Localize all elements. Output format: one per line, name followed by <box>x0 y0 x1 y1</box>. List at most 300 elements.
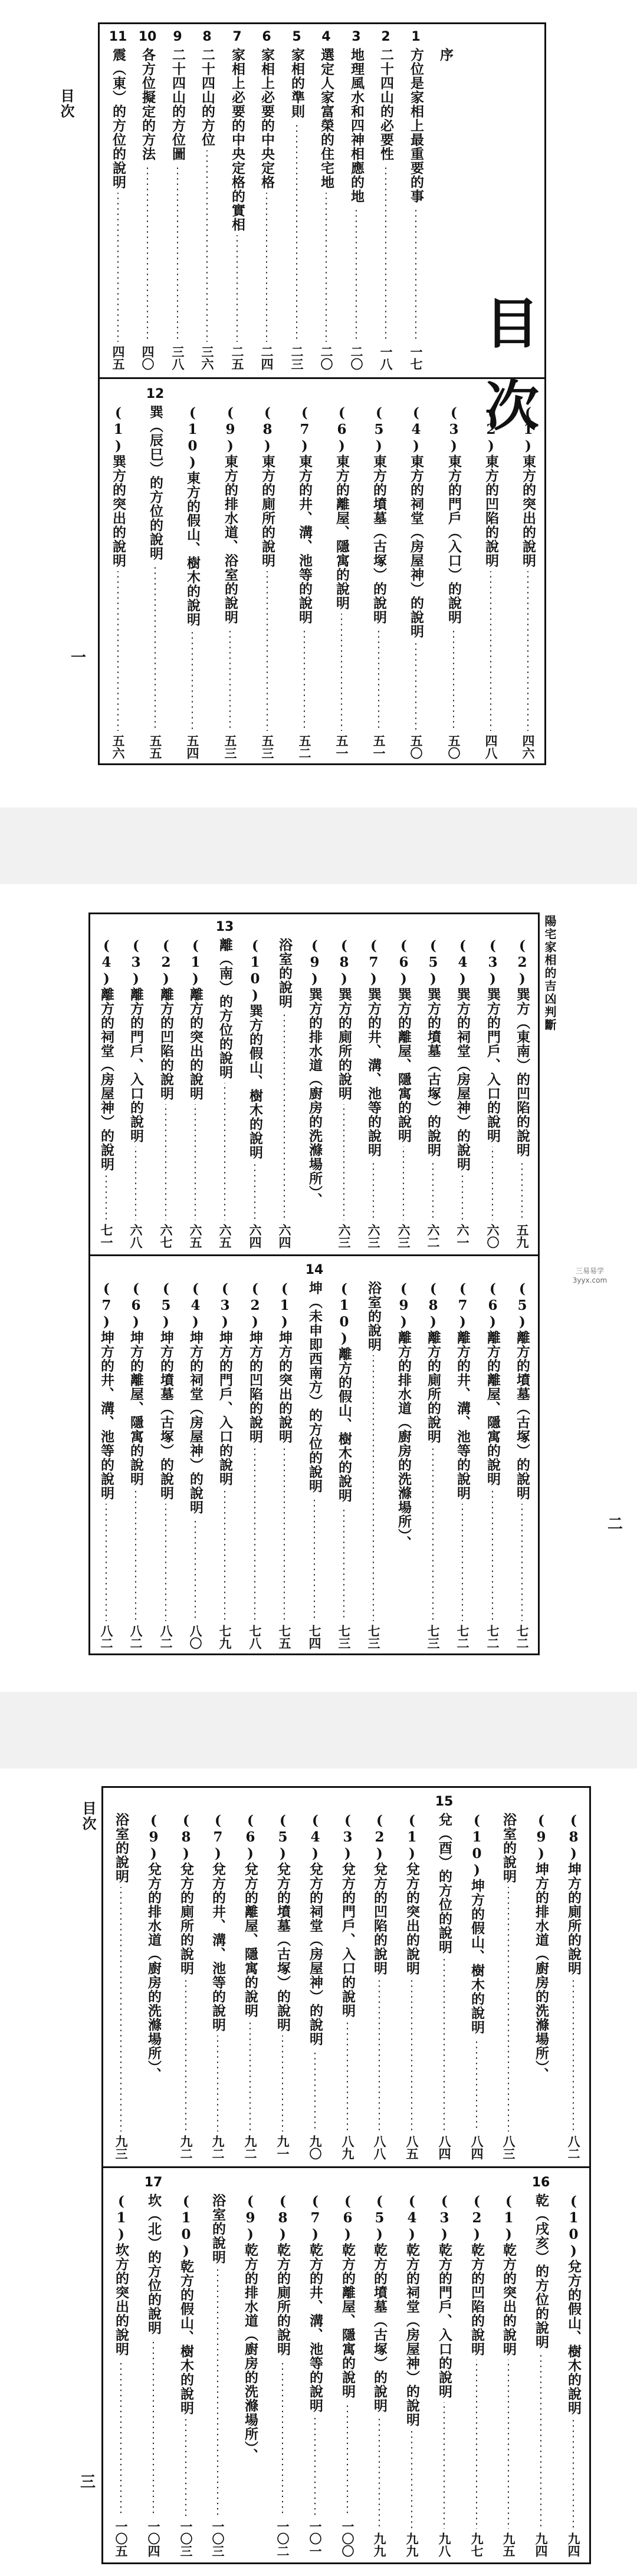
leader-dots <box>343 1104 344 1220</box>
entry-title: 浴室的說明 <box>113 1813 129 1883</box>
leader-dots <box>147 164 148 342</box>
entry-title: (6)兌方的離屋、隱寓的說明 <box>242 1813 258 2018</box>
entry-page: 九三 <box>114 2135 129 2160</box>
entry-title: 家相上必要的中央定格 <box>259 48 275 189</box>
entry-number: 5 <box>292 29 301 44</box>
entry-page: 九七 <box>469 2532 484 2557</box>
entry-page: 九五 <box>501 2532 516 2557</box>
toc-entry <box>467 1794 486 2160</box>
toc-entry <box>208 1794 227 2160</box>
entry-page: 九九 <box>372 2532 387 2557</box>
toc-entry <box>156 1263 175 1649</box>
entry-page: 九二 <box>211 2135 225 2160</box>
toc-entry <box>406 29 425 370</box>
entry-page: 一〇三 <box>179 2520 193 2557</box>
toc-entry <box>228 29 247 370</box>
leader-dots <box>379 2416 380 2529</box>
toc-entry <box>111 1794 130 2160</box>
leader-dots <box>462 1175 463 1220</box>
toc-entry <box>513 920 531 1249</box>
entry-title: (7)兌方的井、溝、池等的說明 <box>210 1813 226 2032</box>
entry-title: (2)巽方（東南）的凹陷的說明 <box>514 938 530 1157</box>
entry-title: 震（東）的方位的說明 <box>110 48 126 189</box>
toc-entry <box>138 29 157 370</box>
leader-dots <box>106 1175 107 1220</box>
entry-title: (2)東方的凹陷的說明 <box>483 405 499 568</box>
entry-page: 八九 <box>340 2135 355 2160</box>
entry-title: (8)乾方的廁所的說明 <box>275 2193 291 2356</box>
entry-title: (9)巽方的排水道（廚房的洗滌場所）、 <box>307 938 323 1207</box>
leader-dots <box>296 122 297 342</box>
entry-title: (3)乾方的門戶、入口的說明 <box>436 2193 452 2399</box>
entry-page: 五一 <box>372 734 386 759</box>
toc-entry <box>435 1794 454 2160</box>
entry-title: 選定人家富榮的住宅地 <box>318 48 334 189</box>
leader-dots <box>347 2402 348 2516</box>
entry-title: (3)兌方的門戶、入口的說明 <box>340 1813 356 2018</box>
toc-entry <box>111 2175 130 2557</box>
entry-title: 浴室的說明 <box>501 1813 517 1883</box>
entry-title: 巽（辰巳）的方位的說明 <box>147 405 163 561</box>
leader-dots <box>326 193 327 342</box>
entry-page: 五二 <box>297 734 312 759</box>
entry-page: 五三 <box>223 734 238 759</box>
toc-entry <box>402 2175 421 2557</box>
entry-title: 二十四山的方位圖 <box>170 48 186 161</box>
leader-dots <box>492 1490 493 1621</box>
leader-dots <box>185 1979 186 2132</box>
leader-dots <box>120 2360 122 2516</box>
entry-page: 五四 <box>185 734 200 759</box>
leader-dots <box>379 1979 380 2132</box>
entry-title: (6)東方的離屋、隱寓的說明 <box>334 405 350 610</box>
toc-entry <box>513 1263 531 1649</box>
toc-entry <box>305 1263 324 1649</box>
leader-dots <box>284 1447 285 1621</box>
toc-entry <box>275 1263 294 1649</box>
leader-dots <box>195 1104 196 1220</box>
leader-dots <box>266 193 267 342</box>
leader-dots <box>237 235 238 342</box>
entry-number: 4 <box>321 29 331 44</box>
leader-dots <box>224 1083 225 1220</box>
toc-entry <box>453 1263 472 1649</box>
entry-title: (1)東方的突出的說明 <box>520 405 536 568</box>
leader-dots <box>192 630 193 731</box>
leader-dots <box>373 1161 374 1220</box>
toc-entry <box>394 1263 413 1649</box>
toc-entry <box>241 2175 260 2557</box>
entry-title: (9)兌方的排水道（廚房的洗滌場所）、 <box>146 1813 162 2082</box>
toc-entry <box>338 2175 357 2557</box>
page-number: 三 <box>80 2473 96 2491</box>
entry-title: (4)兌方的祠堂（房屋神）的說明 <box>307 1813 323 2046</box>
entry-page: 九〇 <box>308 2135 323 2160</box>
leader-dots <box>254 1163 255 1220</box>
toc-entry <box>126 1263 145 1649</box>
toc-entry <box>241 1794 260 2160</box>
leader-dots <box>229 628 231 731</box>
leader-dots <box>217 2268 218 2516</box>
entry-title: (6)巽方的離屋、隱寓的說明 <box>396 938 412 1143</box>
entry-page: 六一 <box>455 1224 470 1249</box>
entry-title: (5)坤方的墳墓（古塚）的說明 <box>158 1281 174 1500</box>
toc-entry <box>483 920 502 1249</box>
entry-page: 一〇四 <box>146 2520 161 2557</box>
toc-entry <box>221 387 239 759</box>
leader-dots <box>177 164 178 342</box>
entry-number: 11 <box>109 29 127 44</box>
leader-dots <box>411 1979 412 2132</box>
entry-title: 序 <box>438 48 454 62</box>
entry-page: 四六 <box>521 734 536 759</box>
entry-title: (5)乾方的墳墓（古塚）的說明 <box>372 2193 388 2413</box>
toc-entry <box>183 387 202 759</box>
entry-page: 九二 <box>243 2135 258 2160</box>
toc-entry <box>97 920 116 1249</box>
entry-title: 浴室的說明 <box>277 938 293 1009</box>
entry-title: (8)東方的廁所的說明 <box>260 405 275 568</box>
toc-entry <box>198 29 216 370</box>
leader-dots <box>476 2038 477 2132</box>
leader-dots <box>195 1518 196 1621</box>
leader-dots <box>224 1490 225 1621</box>
leader-dots <box>444 1958 445 2132</box>
entry-title: (3)巽方的門戶、入口的說明 <box>485 938 501 1143</box>
entry-title: (1)坤方的突出的說明 <box>277 1281 293 1444</box>
leader-dots <box>573 2419 574 2529</box>
leader-dots <box>282 2035 283 2132</box>
entry-page: 七三 <box>366 1625 381 1649</box>
entry-number: 9 <box>173 29 182 44</box>
toc-entry <box>144 2175 163 2557</box>
entry-page: 八八 <box>372 2135 387 2160</box>
page-number: 一 <box>71 649 87 667</box>
watermark-line: 3yyx.com <box>572 1276 608 1284</box>
toc-entry <box>126 920 145 1249</box>
entry-page: 五九 <box>515 1224 530 1249</box>
entry-page: 一〇二 <box>275 2520 290 2557</box>
entry-page: 二五 <box>230 345 245 370</box>
toc-entry <box>186 920 205 1249</box>
toc-entry <box>287 29 306 370</box>
entry-number: 10 <box>138 29 157 44</box>
entry-title: (8)坤方的廁所的說明 <box>566 1813 582 1975</box>
entry-title: (10)東方的假山、樹木的說明 <box>185 405 201 627</box>
toc-entry <box>564 1794 583 2160</box>
entry-page: 一〇〇 <box>340 2520 355 2557</box>
entry-page: 五〇 <box>409 734 423 759</box>
toc-title-char: 目 <box>485 292 540 355</box>
toc-entry <box>376 29 395 370</box>
entry-page: 六四 <box>248 1224 262 1249</box>
entry-page: 一七 <box>409 345 423 370</box>
entry-number: 13 <box>215 920 234 934</box>
entry-page: 三六 <box>200 345 215 370</box>
leader-dots <box>117 571 119 731</box>
entry-title: (2)離方的凹陷的說明 <box>158 938 174 1101</box>
entry-title: 兌（酉）的方位的說明 <box>436 1813 452 1954</box>
entry-page: 九九 <box>405 2532 419 2557</box>
section-divider <box>88 1254 540 1256</box>
entry-page: 七九 <box>218 1625 232 1649</box>
leader-dots <box>314 2050 316 2132</box>
running-header: 陽宅家相的吉凶判斷 <box>543 915 557 1032</box>
entry-page: 二〇 <box>349 345 364 370</box>
leader-dots <box>117 193 119 342</box>
toc-entry <box>258 387 277 759</box>
entry-title: (10)乾方的假山、樹木的說明 <box>178 2193 194 2415</box>
toc-entry <box>423 920 442 1249</box>
leader-dots <box>155 564 156 731</box>
entry-page: 六二 <box>426 1224 441 1249</box>
toc-entry <box>338 1794 357 2160</box>
leader-dots <box>206 150 208 342</box>
toc-entry <box>394 920 413 1249</box>
entry-page: 七八 <box>248 1625 262 1649</box>
entry-title: 家相的準則 <box>289 48 305 118</box>
entry-title: (5)東方的墳墓（古塚）的說明 <box>371 405 387 624</box>
entry-page: 六八 <box>129 1224 143 1249</box>
toc-entry <box>109 29 127 370</box>
entry-number: 14 <box>305 1263 324 1277</box>
section-divider <box>98 377 546 379</box>
entry-page: 七二 <box>485 1625 500 1649</box>
entry-title: 浴室的說明 <box>366 1281 382 1352</box>
page-gap <box>0 808 637 884</box>
entry-title: 方位是家相上最重要的事 <box>408 48 424 203</box>
leader-dots <box>573 1979 574 2132</box>
toc-entry <box>245 1263 264 1649</box>
entry-title: (9)離方的排水道（廚房的洗滌場所）、 <box>396 1281 412 1550</box>
entry-title: 乾（戌亥）的方位的說明 <box>533 2193 549 2349</box>
entry-title: (4)東方的祠堂（房屋神）的說明 <box>408 405 424 638</box>
leader-dots <box>540 2353 541 2529</box>
entry-page: 四八 <box>484 734 498 759</box>
leader-dots <box>282 2360 283 2516</box>
entry-title: (2)乾方的凹陷的說明 <box>469 2193 485 2356</box>
toc-entry <box>481 387 500 759</box>
entry-page: 八五 <box>405 2135 419 2160</box>
toc-entry <box>257 29 276 370</box>
toc-entry <box>347 29 366 370</box>
leader-dots <box>453 628 454 731</box>
toc-entry <box>245 920 264 1249</box>
entry-page: 九四 <box>534 2532 549 2557</box>
page-number: 二 <box>608 1516 623 1533</box>
page-gap <box>0 1692 637 1768</box>
toc-entry <box>109 387 127 759</box>
toc-page-1 <box>0 0 637 808</box>
toc-entry <box>364 1263 383 1649</box>
toc-entry <box>467 2175 486 2557</box>
toc-entry <box>273 1794 292 2160</box>
entry-number: 15 <box>435 1794 454 1809</box>
entry-title: (1)兌方的突出的說明 <box>404 1813 420 1975</box>
toc-entry <box>273 2175 292 2557</box>
entry-page: 六三 <box>396 1224 411 1249</box>
entry-title: (5)離方的墳墓（古塚）的說明 <box>514 1281 530 1500</box>
entry-page: 一〇一 <box>308 2520 323 2557</box>
entry-title: (2)兌方的凹陷的說明 <box>372 1813 388 1975</box>
entry-title: (9)坤方的排水道（廚房的洗滌場所）、 <box>533 1813 549 2082</box>
toc-entry <box>186 1263 205 1649</box>
entry-title: (3)離方的門戶、入口的說明 <box>128 938 144 1143</box>
leader-dots <box>508 2360 509 2529</box>
toc-entry <box>499 2175 518 2557</box>
entry-page: 九八 <box>437 2532 452 2557</box>
entry-title: (1)乾方的突出的說明 <box>501 2193 517 2356</box>
entry-title: (5)巽方的墳墓（古塚）的說明 <box>425 938 441 1157</box>
leader-dots <box>304 628 305 731</box>
side-label: 目次 <box>58 88 75 119</box>
entry-number: 8 <box>202 29 212 44</box>
entry-page: 二四 <box>260 345 274 370</box>
toc-entry <box>144 1794 163 2160</box>
entry-number: 17 <box>144 2175 163 2190</box>
toc-entry <box>156 920 175 1249</box>
entry-title: (6)乾方的離屋、隱寓的說明 <box>340 2193 356 2399</box>
entry-page: 三八 <box>170 345 185 370</box>
entry-number: 7 <box>232 29 242 44</box>
entry-page: 六五 <box>188 1224 203 1249</box>
leader-dots <box>249 2021 251 2132</box>
toc-entry <box>435 2175 454 2557</box>
entry-page: 五五 <box>148 734 163 759</box>
leader-dots <box>403 1147 404 1220</box>
entry-title: (3)東方的門戶（入口）的說明 <box>446 405 462 624</box>
watermark-line: 三易易学 <box>575 1267 604 1275</box>
leader-dots <box>217 2035 218 2132</box>
entry-page: 八二 <box>566 2135 581 2160</box>
entry-page: 四〇 <box>140 345 155 370</box>
entry-page: 二〇 <box>319 345 334 370</box>
toc-entry <box>518 387 537 759</box>
leader-dots <box>153 2338 154 2516</box>
leader-dots <box>254 1447 255 1621</box>
entry-number: 1 <box>411 29 421 44</box>
entry-page: 八四 <box>469 2135 484 2160</box>
leader-dots <box>267 571 268 731</box>
entry-page: 八四 <box>437 2135 452 2160</box>
toc-title-char: 次 <box>485 375 540 438</box>
toc-entry <box>332 387 351 759</box>
entry-title: (4)乾方的祠堂（房屋神）的說明 <box>404 2193 420 2427</box>
entry-page: 七一 <box>99 1224 114 1249</box>
toc-entry <box>176 1794 195 2160</box>
entry-page: 六七 <box>159 1224 173 1249</box>
leader-dots <box>508 1887 509 2132</box>
entry-number: 16 <box>531 2175 550 2190</box>
toc-entry <box>564 2175 583 2557</box>
entry-title: (4)坤方的祠堂（房屋神）的說明 <box>188 1281 203 1514</box>
toc-entry <box>146 387 165 759</box>
leader-dots <box>341 614 342 731</box>
leader-dots <box>106 1504 107 1621</box>
toc-entry <box>370 1794 389 2160</box>
toc-entry <box>369 387 388 759</box>
entry-title: 坎（北）的方位的說明 <box>146 2193 162 2335</box>
toc-entry <box>531 2175 550 2557</box>
entry-title: (10)兌方的假山、樹木的說明 <box>566 2193 582 2415</box>
leader-dots <box>165 1104 166 1220</box>
entry-title: 二十四山的方位 <box>199 48 215 147</box>
entry-page: 六三 <box>366 1224 381 1249</box>
leader-dots <box>444 2402 445 2529</box>
entry-title: (1)離方的突出的說明 <box>188 938 203 1101</box>
toc-entry <box>402 1794 421 2160</box>
entry-page: 六四 <box>277 1224 292 1249</box>
entry-page: 一〇五 <box>114 2520 129 2557</box>
toc-entry <box>215 920 234 1249</box>
entry-title: (4)巽方的祠堂（房屋神）的說明 <box>455 938 471 1171</box>
entry-title: (7)坤方的井、溝、池等的說明 <box>98 1281 114 1500</box>
entry-page: 八三 <box>501 2135 516 2160</box>
leader-dots <box>462 1504 463 1621</box>
entry-page: 五三 <box>260 734 275 759</box>
entry-title: (7)東方的井、溝、池等的說明 <box>297 405 313 624</box>
leader-dots <box>432 1447 434 1621</box>
leader-dots <box>185 2419 186 2516</box>
toc-page-2 <box>0 884 637 1692</box>
leader-dots <box>135 1147 136 1220</box>
entry-title: (10)離方的假山、樹木的說明 <box>336 1281 352 1503</box>
entry-page: 二三 <box>290 345 304 370</box>
leader-dots <box>415 642 416 731</box>
entry-title: (9)乾方的排水道（廚房的洗滌場所）、 <box>242 2193 258 2463</box>
leader-dots <box>415 207 416 342</box>
toc-entry <box>370 2175 389 2557</box>
entry-title: (9)東方的排水道、浴室的說明 <box>222 405 238 624</box>
entry-page: 八二 <box>129 1625 143 1649</box>
entry-page: 九二 <box>179 2135 193 2160</box>
entry-page: 八二 <box>99 1625 114 1649</box>
entry-title: 二十四山的必要性 <box>378 48 394 161</box>
entry-number: 2 <box>381 29 390 44</box>
leader-dots <box>314 2416 316 2516</box>
entry-page: 九一 <box>275 2135 290 2160</box>
entry-page: 七五 <box>277 1625 292 1649</box>
toc-entry <box>168 29 187 370</box>
entry-page: 九四 <box>566 2532 581 2557</box>
leader-dots <box>411 2430 412 2529</box>
toc-entry <box>97 1263 116 1649</box>
toc-entry <box>334 1263 353 1649</box>
entry-page: 六五 <box>218 1224 232 1249</box>
toc-entry <box>306 2175 324 2557</box>
entry-title: 各方位擬定的方法 <box>140 48 156 161</box>
leader-dots <box>385 164 386 342</box>
entry-page: 七四 <box>307 1625 322 1649</box>
entry-page: 一八 <box>379 345 393 370</box>
toc-entry <box>215 1263 234 1649</box>
entry-page: 七二 <box>515 1625 530 1649</box>
toc-entry <box>406 387 425 759</box>
entry-page: 七二 <box>455 1625 470 1649</box>
entry-title: (4)離方的祠堂（房屋神）的說明 <box>98 938 114 1171</box>
toc-entry <box>436 29 455 370</box>
entry-number: 6 <box>262 29 271 44</box>
entry-title: 地理風水和四神相應的地 <box>349 48 365 203</box>
toc-entry <box>531 1794 550 2160</box>
entry-title: (8)兌方的廁所的說明 <box>178 1813 194 1975</box>
entry-title: (6)坤方的離屋、隱寓的說明 <box>128 1281 144 1486</box>
toc-entry <box>208 2175 227 2557</box>
entry-page: 七三 <box>426 1625 441 1649</box>
leader-dots <box>378 628 379 731</box>
entry-title: 坤（未申即西南方）的方位的說明 <box>307 1281 323 1493</box>
entry-page: 一〇三 <box>211 2520 225 2557</box>
